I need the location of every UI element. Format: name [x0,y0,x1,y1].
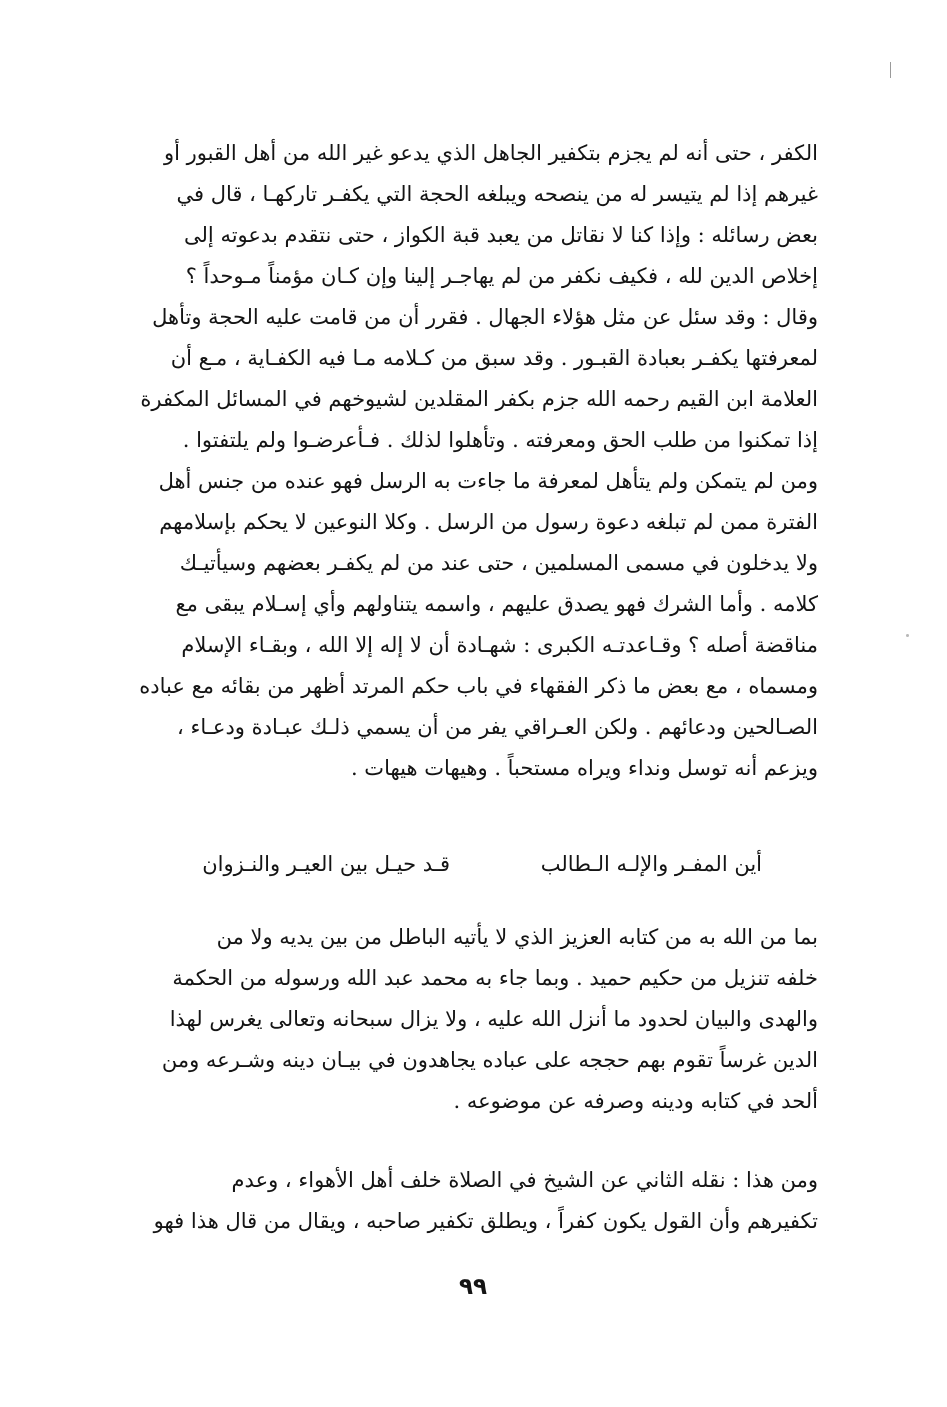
text-line: وقال : وقد سئل عن مثل هؤلاء الجهال . فقرر أن من قامت عليه الحجة وتأهل [152,305,818,329]
text-line: الصـالحين ودعائهم . ولكن العـراقي يفر من أن يسمي ذلـك عبـادة ودعـاء ، [177,715,818,739]
verse-first-hemistich: أين المفـر والإلـه الـطالب [540,852,762,876]
text-line: بما من الله به من كتابه العزيز الذي لا يأتيه الباطل من بين يديه ولا من [216,925,818,949]
text-line: ولا يدخلون في مسمى المسلمين ، حتى عند من لم يكفـر بعضهم وسيأتيـك [179,551,818,575]
paragraph-3 [120,1160,818,1242]
text-line: مناقضة أصله ؟ وقـاعدتـه الكبرى : شهـادة أن لا إله إلا الله ، وبقـاء الإسلام [181,633,818,657]
text-line: الفترة ممن لم تبلغه دعوة رسول من الرسل . وكلا النوعين لا يحكم بإسلامهم [159,510,818,534]
page-number: ٩٩ [458,1274,488,1300]
verse-second-hemistich: قـد حيـل بين العيـر والنـزوان [202,852,450,876]
text-line: خلفه تنزيل من حكيم حميد . وبما جاء به محمد عبد الله ورسوله من الحكمة [172,966,818,990]
text-line: إذا تمكنوا من طلب الحق ومعرفته . وتأهلوا لذلك . فـأعرضـوا ولم يلتفتوا . [182,428,818,452]
text-line: ومن لم يتمكن ولم يتأهل لمعرفة ما جاءت به الرسل فهو عنده من جنس أهل [158,469,818,493]
paragraph-2 [120,917,818,1122]
text-line: ومن هذا : نقله الثاني عن الشيخ في الصلاة خلف أهل الأهواء ، وعدم [231,1168,818,1192]
scan-edge-mark [890,62,891,78]
text-line: بعض رسائله : وإذا كنا لا نقاتل من يعبد قبة الكواز ، حتى نتقدم بدعوته إلى [184,223,818,247]
text-line: الكفر ، حتى أنه لم يجزم بتكفير الجاهل الذي يدعو غير الله من أهل القبور أو [163,141,818,165]
text-line: إخلاص الدين لله ، فكيف نكفر من لم يهاجـر إلينا وإن كـان مؤمناً مـوحداً ؟ [185,264,818,288]
text-line: والهدى والبيان لحدود ما أنزل الله عليه ، ولا يزال سبحانه وتعالى يغرس لهذا [169,1007,818,1031]
poetry-verse [160,842,780,886]
paragraph-1 [120,133,818,789]
text-line: لمعرفتها يكفـر بعبادة القبـور . وقد سبق من كـلامه مـا فيه الكفـاية ، مـع أن [170,346,818,370]
text-line: العلامة ابن القيم رحمه الله جزم بكفر المقلدين لشيوخهم في المسائل المكفرة [140,387,818,411]
text-line: ويزعم أنه توسل ونداء ويراه مستحباً . وهيهات هيهات . [350,756,818,780]
text-line: كلامه . وأما الشرك فهو يصدق عليهم ، واسمه يتناولهم وأي إسـلام يبقى مع [175,592,818,616]
text-line: الدين غرساً تقوم بهم حججه على عباده يجاهدون في بيـان دينه وشـرعه ومن [161,1048,818,1072]
text-line: ومسماه ، مع بعض ما ذكر الفقهاء في باب حكم المرتد أظهر من بقائه مع عباده [139,674,818,698]
scan-dust-dot [906,634,909,637]
text-line: غيرهم إذا لم يتيسر له من ينصحه ويبلغه الحجة التي يكفـر تاركهـا ، قال في [176,182,818,206]
text-line: ألحد في كتابه ودينه وصرفه عن موضوعه . [453,1089,818,1113]
text-line: تكفيرهم وأن القول يكون كفراً ، ويطلق تكفير صاحبه ، ويقال من قال هذا فهو [153,1209,818,1233]
